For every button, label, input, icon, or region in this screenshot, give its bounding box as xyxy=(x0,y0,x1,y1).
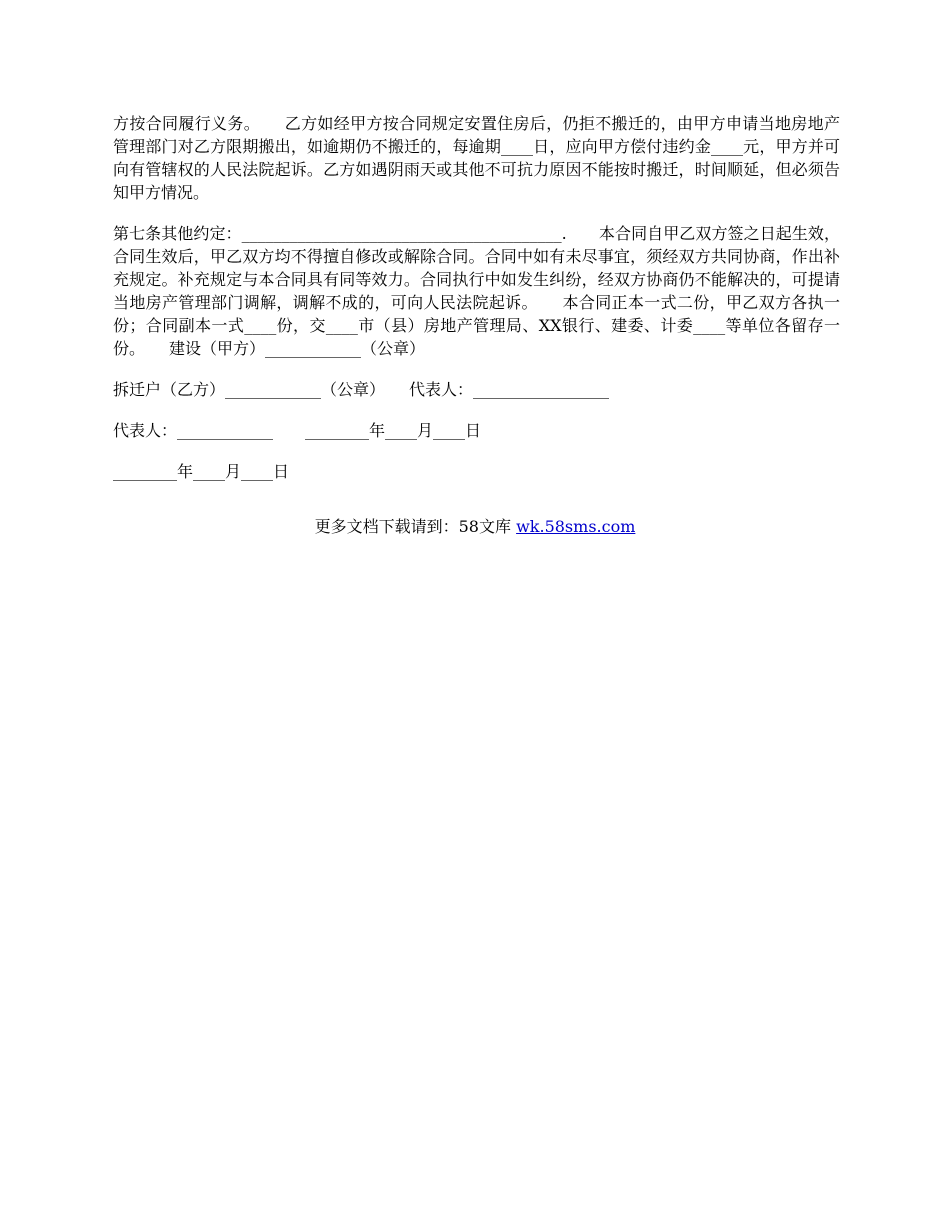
paragraph-article-seven: 第七条其他约定：________________________________________. 本合同自甲乙双方签之日起生效，合同生效后，甲乙双方均不得擅自修改或解除合同。合同中如有未尽事宜，须经双方共同协商，作出补充规定。补充规定与本合同具有同等效力。合同执行中如发生纠纷，经双方协商仍不能解决的，可提请当地房产管理部门调解，调解不成的，可向人民法院起诉。 本合同正本一式二份，甲乙双方各执一份；合同副本一式____份，交____市（县）房地产管理局、XX银行、建委、计委____等单位各留存一份。 建设（甲方）____________（公章） xyxy=(113,224,840,358)
footer-download-note xyxy=(0,515,950,538)
document-body xyxy=(113,112,840,501)
signature-line-representative: 代表人：____________ ________年____月____日 xyxy=(113,421,482,440)
signature-line-date: ________年____月____日 xyxy=(113,462,290,481)
paragraph-obligations: 方按合同履行义务。 乙方如经甲方按合同规定安置住房后，仍拒不搬迁的，由甲方申请当地房地产管理部门对乙方限期搬出，如逾期仍不搬迁的，每逾期____日，应向甲方偿付违约金____元，甲方并可向有管辖权的人民法院起诉。乙方如遇阴雨天或其他不可抗力原因不能按时搬迁，时间顺延，但必须告知甲方情况。 xyxy=(113,114,840,202)
footer-link[interactable]: wk.58sms.com xyxy=(516,517,636,536)
footer-text: 更多文档下载请到：58文库 xyxy=(314,517,511,536)
signature-line-party-b: 拆迁户（乙方）____________（公章） 代表人：_________________ xyxy=(113,380,610,399)
